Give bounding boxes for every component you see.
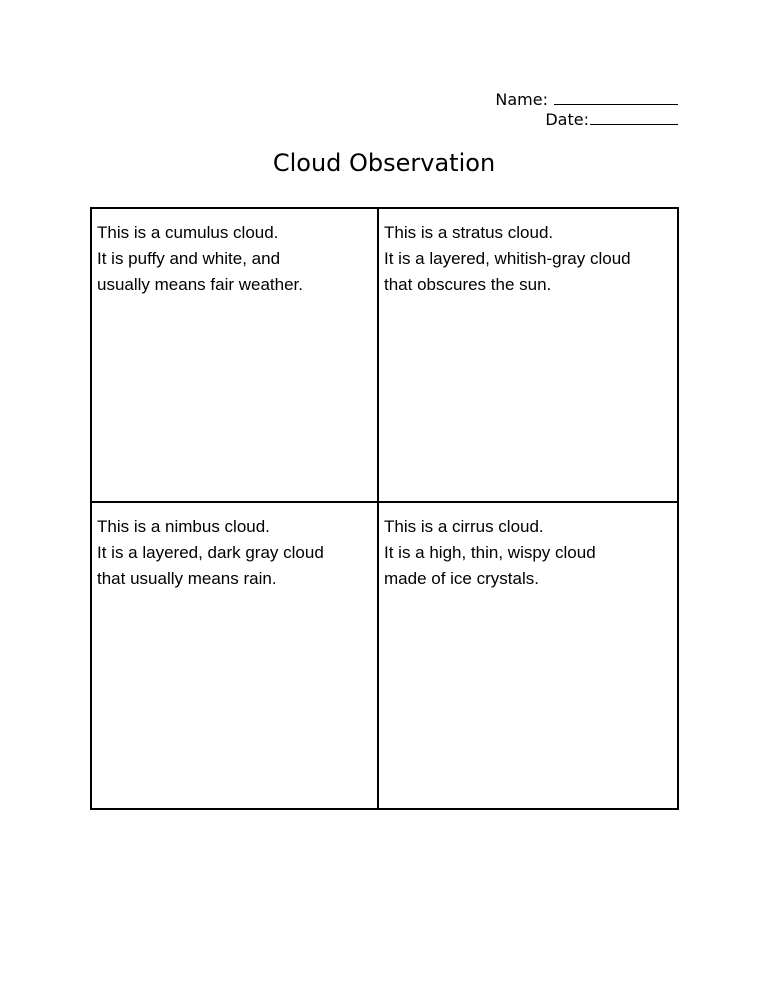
name-blank-line[interactable]: [554, 90, 678, 105]
date-label: Date:: [545, 110, 589, 129]
cell-text-line: It is a layered, dark gray cloud: [97, 543, 324, 562]
page-title: Cloud Observation: [272, 149, 496, 177]
cell-text-line: It is a layered, whitish-gray cloud: [384, 249, 631, 268]
cell-cirrus: [379, 503, 679, 808]
cell-cumulus: [92, 209, 379, 503]
cell-text-line: that usually means rain.: [97, 569, 277, 588]
date-blank-line[interactable]: [590, 110, 678, 125]
cell-text-line: made of ice crystals.: [384, 569, 539, 588]
header-fields: [495, 90, 678, 130]
cell-nimbus: [92, 503, 379, 808]
cell-text-line: It is a high, thin, wispy cloud: [384, 543, 596, 562]
cell-text-line: This is a cumulus cloud.: [97, 223, 279, 242]
cell-text-line: usually means fair weather.: [97, 275, 303, 294]
date-field[interactable]: [495, 110, 678, 130]
cell-text-line: This is a nimbus cloud.: [97, 517, 270, 536]
name-field[interactable]: [495, 90, 678, 110]
cell-text-line: This is a stratus cloud.: [384, 223, 554, 242]
cell-text-line: It is puffy and white, and: [97, 249, 281, 268]
cell-text-line: that obscures the sun.: [384, 275, 552, 294]
name-label: Name:: [495, 90, 548, 109]
cell-stratus: [379, 209, 679, 503]
cell-text-line: This is a cirrus cloud.: [384, 517, 544, 536]
cloud-table: [90, 207, 679, 810]
